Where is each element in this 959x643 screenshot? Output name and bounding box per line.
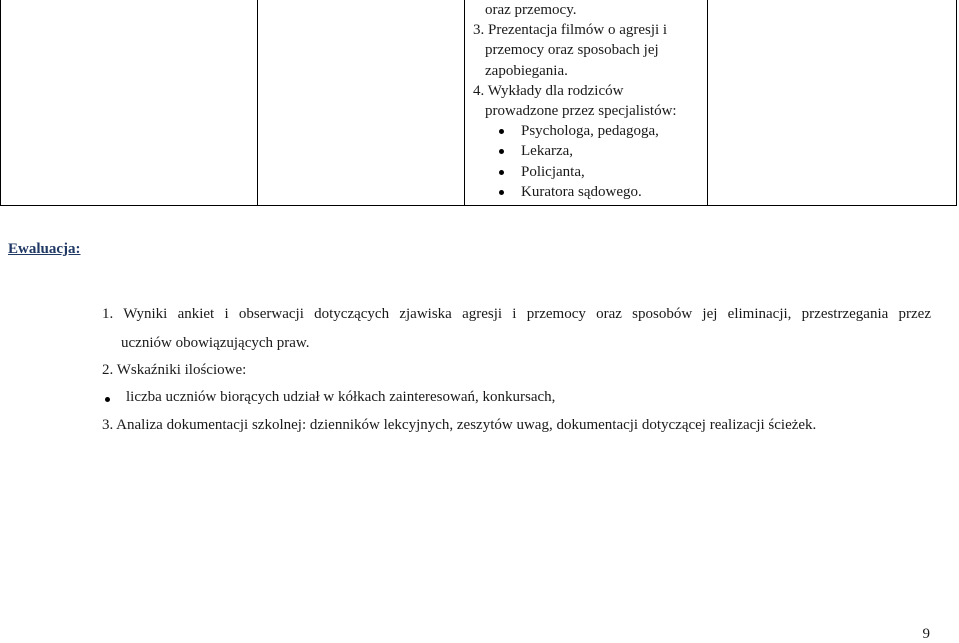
bullet-icon: [499, 149, 504, 154]
page-number: 9: [922, 626, 930, 642]
bullet-icon: [499, 170, 504, 175]
list-item-text: Psychologa, pedagoga,: [521, 123, 659, 140]
evaluation-item-2-bullet: liczba uczniów biorących udział w kółkach zainteresowań, konkursach,: [126, 389, 556, 405]
list-item: [473, 182, 703, 202]
evaluation-item-1: 1. Wyniki ankiet i obserwacji dotyczących zjawiska agresji i przemocy oraz sposobów jej eliminacji, przestrzegania przez: [102, 306, 931, 322]
table-border-col3: [707, 0, 708, 205]
evaluation-item-1-continuation: uczniów obowiązujących praw.: [121, 335, 310, 351]
list-item-text: Policjanta,: [521, 163, 585, 180]
specialists-list: [473, 121, 703, 202]
cell-line: zapobiegania.: [485, 62, 568, 79]
list-item: [473, 121, 703, 141]
table-border-right: [956, 0, 957, 205]
list-item-text: Kuratora sądowego.: [521, 183, 642, 200]
cell-line: przemocy oraz sposobach jej: [485, 42, 659, 59]
evaluation-item-2: 2. Wskaźniki ilościowe:: [102, 362, 247, 378]
table-border-col2: [464, 0, 465, 205]
table-border-col1: [257, 0, 258, 205]
evaluation-heading: Ewaluacja:: [8, 241, 81, 257]
bullet-icon: [499, 190, 504, 195]
bullet-icon: [105, 397, 110, 402]
cell-line: 3. Prezentacja filmów o agresji i: [473, 22, 668, 39]
list-item-text: Lekarza,: [521, 143, 574, 160]
cell-line: oraz przemocy.: [485, 2, 577, 18]
bullet-icon: [499, 129, 504, 134]
evaluation-item-3: 3. Analiza dokumentacji szkolnej: dzienników lekcyjnych, zeszytów uwag, dokumentacji dotyczącej realizacji ścieżek.: [102, 417, 817, 433]
table-cell-activities: [473, 0, 703, 202]
list-item: [473, 141, 703, 161]
program-table-fragment: [0, 0, 957, 206]
list-item: [473, 162, 703, 182]
cell-line: prowadzone przez specjalistów:: [485, 103, 677, 120]
cell-line: 4. Wykłady dla rodziców: [473, 82, 624, 99]
table-border-left: [0, 0, 1, 205]
